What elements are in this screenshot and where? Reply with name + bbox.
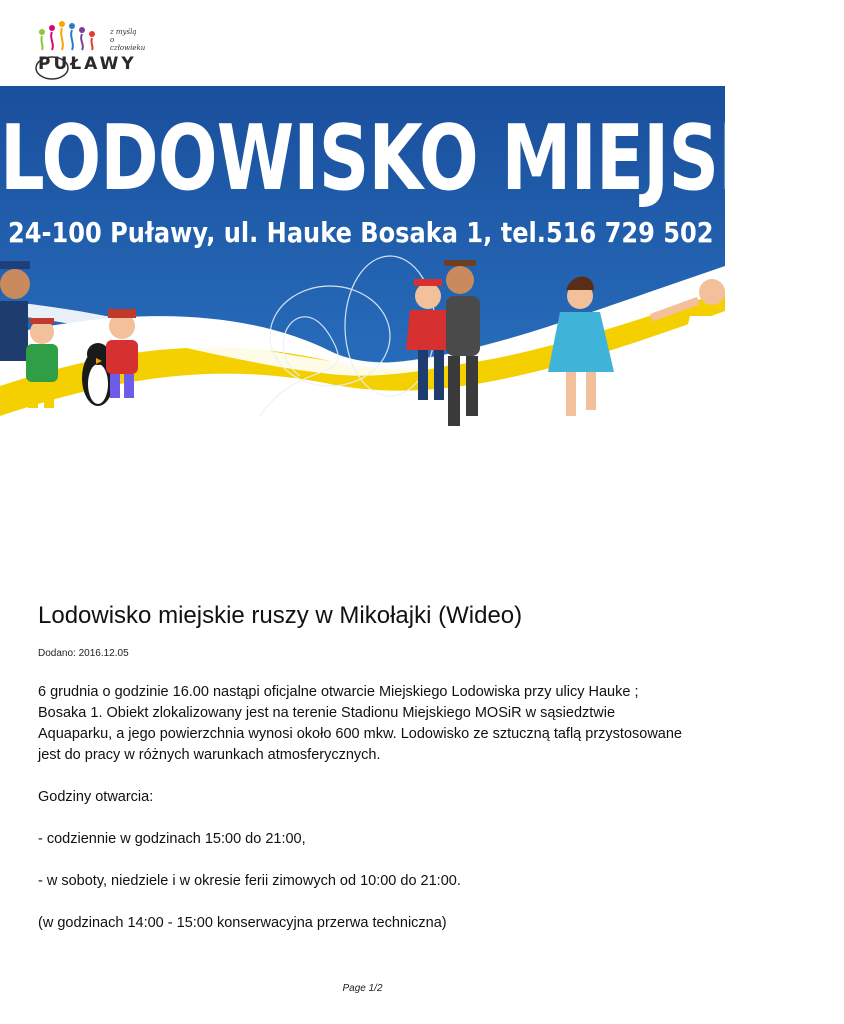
skater-girl-right xyxy=(650,279,725,356)
article-paragraph: (w godzinach 14:00 - 15:00 konserwacyjna przerwa techniczna) xyxy=(38,915,447,931)
rink-banner xyxy=(0,86,844,432)
logo-tagline: z myślą o człowieku xyxy=(110,28,146,52)
article-paragraph: - codziennie w godzinach 15:00 do 21:00, xyxy=(38,831,306,847)
article-title: Lodowisko miejskie ruszy w Mikołajki (Wideo) xyxy=(38,602,523,629)
skater-kid-green xyxy=(26,318,58,408)
page-number: Page 1/2 xyxy=(342,983,383,994)
banner-address: 24-100 Puławy, ul. Hauke Bosaka 1, tel.516 729 502 xyxy=(8,216,714,249)
skater-couple xyxy=(406,260,480,426)
banner-title: LODOWISKO MIEJSKIE xyxy=(0,106,844,211)
article-body xyxy=(38,682,688,955)
article-paragraph: - w soboty, niedziele i w okresie ferii zimowych od 10:00 do 21:00. xyxy=(38,873,461,889)
logo-wordmark: PUŁAWY xyxy=(38,54,137,74)
article-paragraph: Godziny otwarcia: xyxy=(38,789,154,805)
article-date: Dodano: 2016.12.05 xyxy=(38,648,129,659)
skater-man-left xyxy=(0,261,30,361)
skater-kid-red xyxy=(106,309,138,398)
pulawy-logo xyxy=(30,18,150,82)
article-paragraph: 6 grudnia o godzinie 16.00 nastąpi oficjalne otwarcie Miejskiego Lodowiska przy ulicy Hauke ; Bosaka 1. Obiekt zlokalizowany jest na terenie Stadionu Miejskiego MOSiR w sąsiedztwie Aquaparku, a jego powierzchnia wynosi około 600 mkw. Lodowisko ze sztuczną taflą przystosowane jest do pracy w różnych warunkach atmosferycznych. xyxy=(38,684,682,763)
skater-girl-blue xyxy=(548,277,614,417)
